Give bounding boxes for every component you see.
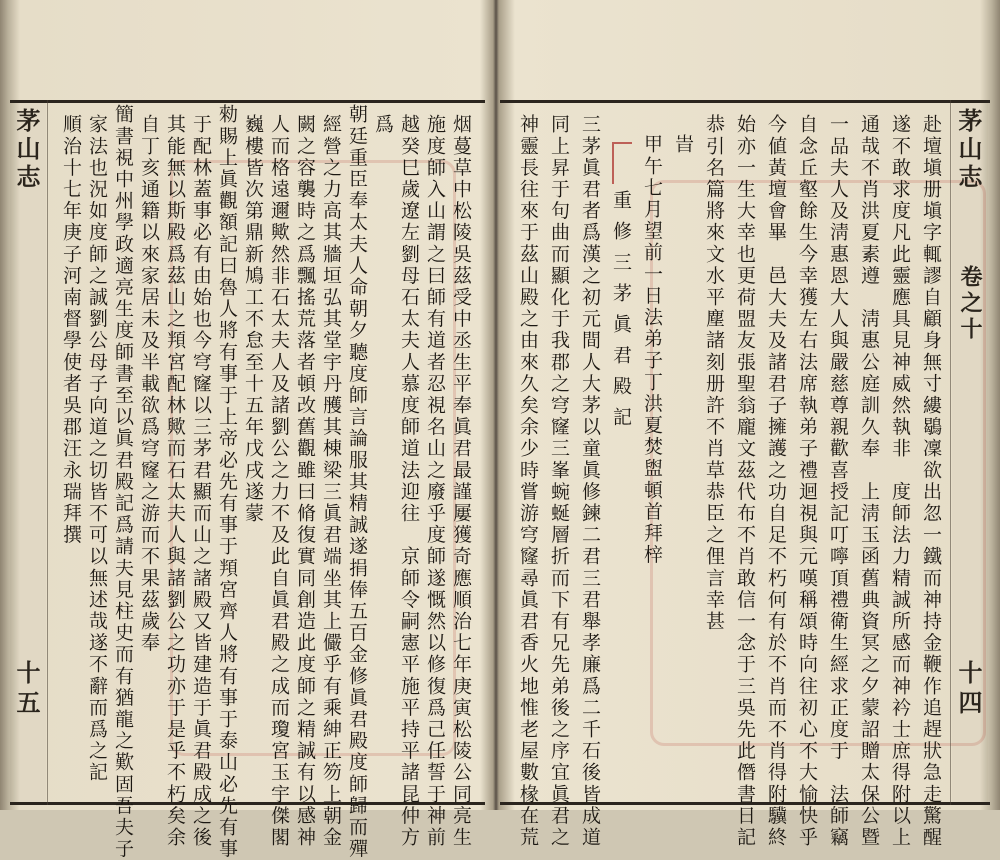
text-column: 勑賜上眞觀額記曰魯人將有事于上帝必先有事于頖宮齊人將有事于泰山必先有事 (216, 104, 238, 860)
text-column: 今値黃壇會畢 邑大夫及諸君子擁護之功自足不朽何有於不肖而不肖得附驥終 (765, 114, 787, 849)
text-column: 闕之容襲時之爲飄搖荒落者頓改舊觀雖曰脩復實同創造此度師之精誠有以感神 (294, 114, 316, 849)
text-column: 家法也況如度師之誠劉公母子向道之切皆不可以無述哉遂不辭而爲之記 (86, 114, 108, 784)
text-column: 三茅眞君者爲漢之初元間人大茅以童眞修鍊二君三君舉孝廉爲二千石後皆成道 (579, 114, 601, 849)
text-column: 神靈長往來于茲山殿之由來久矣余少時嘗游穹窿尋眞君香火地惟老屋數椽在荒 (517, 114, 539, 849)
text-column: 越癸巳歲遼左劉母石太夫人慕度師道法迎往 京師令嗣憲平施平持平諸昆仲方 (398, 114, 420, 849)
text-column: 施度師入山謂之曰師有道者忍視名山之廢乎度師遂慨然以修復爲己任誓于神前 (424, 114, 446, 849)
gutter-rule (47, 100, 48, 805)
left-page-gutter (10, 100, 46, 805)
text-column: 一品夫人及淸惠恩大人與嚴慈尊親歡喜授記叮嚀頂禮衛生經求正度于 法師竊 (827, 114, 849, 849)
text-column: 甲午七月望前一日法弟子丁洪夏焚盥頓首拜梓 (641, 134, 663, 566)
gutter-rule (950, 100, 951, 805)
text-column: 人而格遠邇歟然非石太夫人及諸劉公之力不及此自眞君殿之成而瓊宮玉宇傑閣 (268, 114, 290, 849)
right-gutter-title: 茅山志 (954, 108, 983, 192)
left-gutter-folio: 十五 (12, 660, 41, 720)
text-column: 同上昇于句曲而顯化于我郡之穹窿三峯蜿蜒層折而下有兄先弟後之序宜眞君之 (548, 114, 570, 849)
text-column: 烟蔓草中松陵吳茲受中丞生平奉眞君最謹屢獲奇應順治七年庚寅松陵公同亮生 (450, 114, 472, 849)
text-column: 順治十七年庚子河南督學使者吳郡汪永瑞拜撰 (60, 114, 82, 546)
text-column: 爲 (372, 114, 394, 136)
text-column: 經營之力高其牆垣弘其堂宇丹雘其棟梁三眞君端坐其上儼乎有乘紳正笏上朝金 (320, 114, 342, 849)
text-column: 朝廷重臣奉太夫人命朝夕聽度師言論服其精誠遂捐俸五百金修眞君殿度師歸而殫 (346, 104, 368, 860)
right-page-gutter (952, 100, 988, 805)
right-gutter-folio: 十四 (954, 660, 983, 720)
text-column: 恭引名篇將來文水平塵諸刻册許不肖草恭臣之俚言幸甚 (703, 114, 725, 633)
text-column: 巍樓皆次第鼎新鳩工不怠至十五年戊戌遂蒙 (242, 114, 264, 525)
left-gutter-title: 茅山志 (12, 108, 41, 192)
text-column: 遂不敢求度凡此靈應具見神威然執非 度師法力精誠所感而神衿士庶得附以上 (889, 114, 911, 849)
red-annotation-mark (612, 142, 632, 184)
text-column: 簡書視中州學政適亮生度師書至以眞君殿記爲請夫見柱史而有猶龍之歎固吾夫子 (112, 104, 134, 860)
text-column: 始亦一生大幸也更荷盟友張聖翁龐文茲代布不肖敢信一念于三吳先此僭書日記 (734, 114, 756, 849)
text-column: 赴壇塡册塡字輒謬自顧身無寸縷鶡凜欲出忽一鐵而神持金鞭作追趕狀急走驚醒 (920, 114, 942, 849)
text-column: 于配林蓋事必有由始也今穹窿以三茅君顯而山之諸殿又皆建造于眞君殿成之後 (190, 114, 212, 849)
text-column: 自丁亥通籍以來家居未及半載欲爲穹窿之游而不果茲歲奉 (138, 114, 160, 654)
right-gutter-volume: 卷之十 (957, 265, 983, 343)
text-column: 旹 (672, 134, 694, 156)
text-column: 通哉不肖洪夏素遵 淸惠公庭訓久奉 上淸玉函舊典資冥之夕蒙詔贈太保公暨 (858, 114, 880, 849)
left-page (10, 100, 485, 860)
text-column: 其能無以斯殿爲茲山之頖宮配林歟而石太夫人與諸劉公之功亦于是乎不朽矣余 (164, 114, 186, 849)
right-page (500, 100, 990, 849)
text-column: 自念丘壑餘生今幸獲左右法席執弟子禮迴視與元嘆稱頌時向往初心不大愉快乎 (796, 114, 818, 849)
section-title: 重修三茅眞君殿記 (610, 190, 632, 438)
